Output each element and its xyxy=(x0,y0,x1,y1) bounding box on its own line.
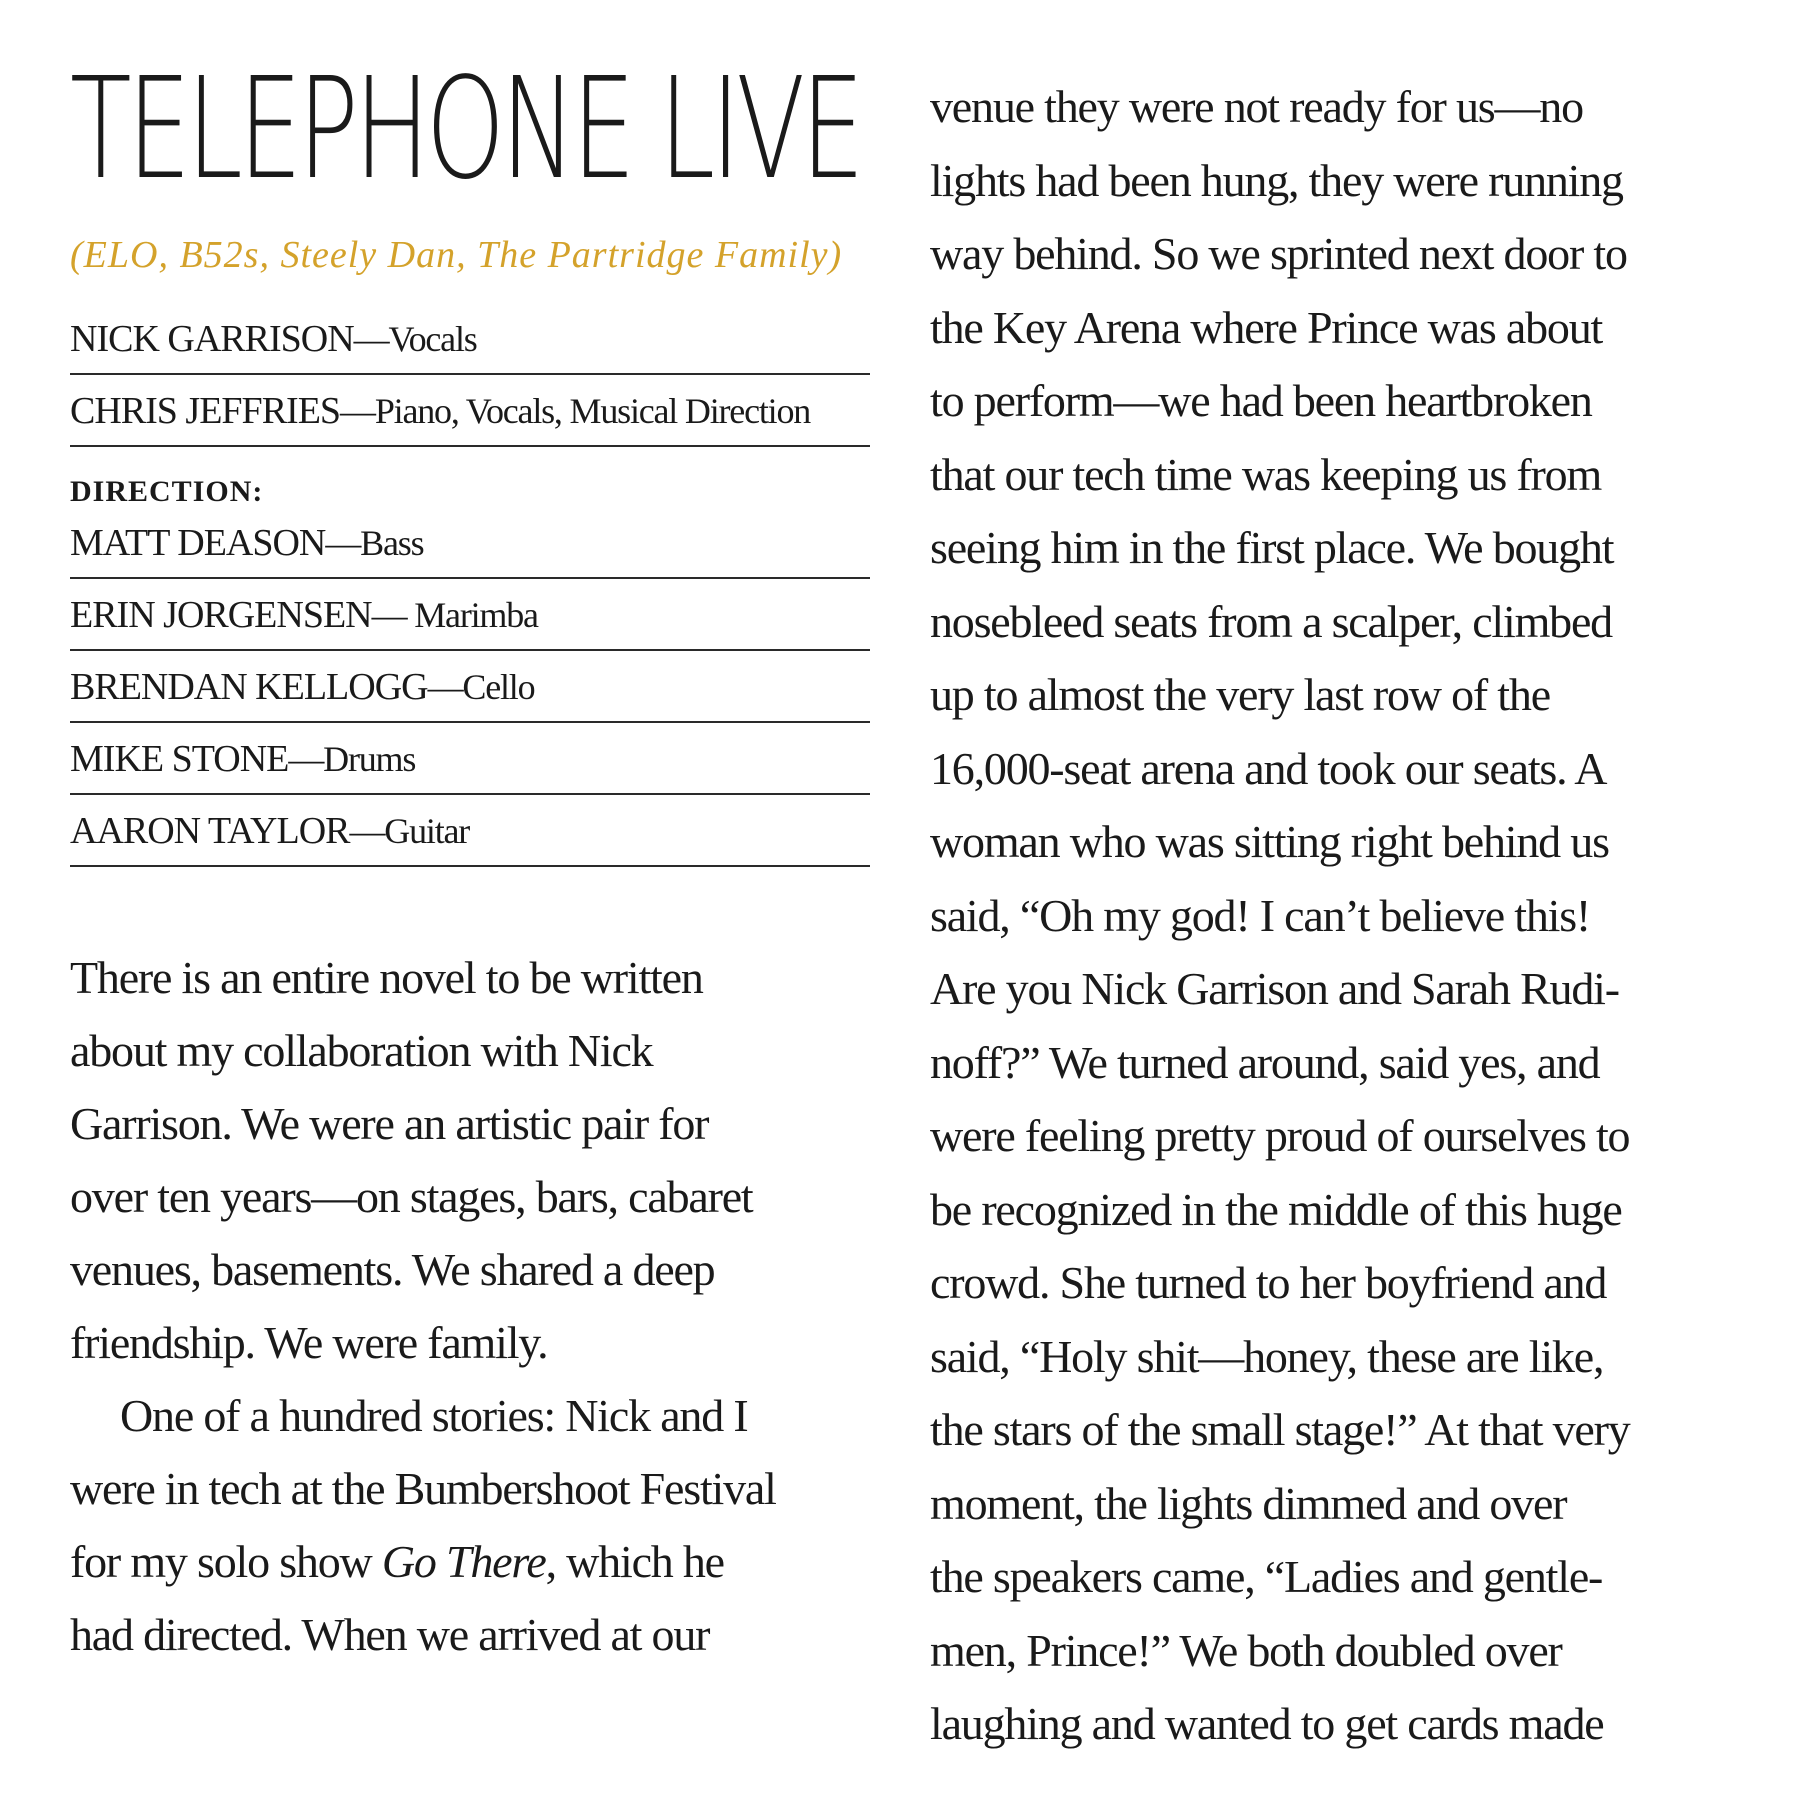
text-line: crowd. She turned to her boyfriend and xyxy=(930,1257,1607,1308)
paragraph xyxy=(70,1379,870,1671)
text-line: the Key Arena where Prince was about xyxy=(930,301,1603,353)
left-column xyxy=(70,48,870,1671)
paragraph xyxy=(70,941,870,1379)
credit-row xyxy=(70,795,870,867)
credit-name: MATT DEASON xyxy=(70,522,326,564)
credit-role: —Vocals xyxy=(353,319,477,359)
credit-role: —Cello xyxy=(427,667,535,707)
show-title: Go There xyxy=(381,1536,546,1587)
text-line: had directed. When we arrived at our xyxy=(70,1609,710,1660)
text-line: way behind. So we sprinted next door to xyxy=(930,228,1627,279)
text-line: the speakers came, “Ladies and gentle- xyxy=(930,1551,1603,1602)
text-line xyxy=(70,1525,870,1598)
text-line: up to almost the very last row of the xyxy=(930,669,1550,720)
text-line: said, “Oh my god! I can’t believe this! xyxy=(930,889,1591,941)
subtitle: (ELO, B52s, Steely Dan, The Partridge Family) xyxy=(70,234,843,276)
text-line: lights had been hung, they were running xyxy=(930,154,1623,206)
credit-row xyxy=(70,723,870,795)
text-line: venue they were not ready for us—no xyxy=(930,81,1583,132)
text-line: over ten years—on stages, bars, cabaret xyxy=(70,1171,753,1222)
text-line: 16,000-seat arena and took our seats. A xyxy=(930,742,1607,794)
page-title: TELEPHONE LIVE xyxy=(70,48,861,211)
body-text-left xyxy=(70,941,870,1671)
text-line: that our tech time was keeping us from xyxy=(930,448,1602,500)
credit-row xyxy=(70,651,870,723)
text-line: were in tech at the Bumbershoot Festival xyxy=(70,1463,776,1514)
text-line: friendship. We were family. xyxy=(70,1317,548,1368)
text-line: be recognized in the middle of this huge xyxy=(930,1183,1622,1235)
text-line: were feeling pretty proud of ourselves to xyxy=(930,1110,1630,1161)
body-text-right xyxy=(930,70,1750,1761)
credit-row xyxy=(70,579,870,651)
credit-role: —Piano, Vocals, Musical Direction xyxy=(340,391,811,431)
text-fragment: , which he xyxy=(545,1536,724,1587)
section-label-direction: DIRECTION: xyxy=(70,475,264,508)
credit-row xyxy=(70,303,870,375)
text-fragment: for my solo show xyxy=(70,1536,382,1587)
text-line: the stars of the small stage!” At that very xyxy=(930,1404,1630,1455)
text-line: said, “Holy shit—honey, these are like, xyxy=(930,1330,1604,1382)
credit-name: NICK GARRISON xyxy=(70,318,354,360)
credit-row xyxy=(70,515,870,579)
right-column xyxy=(930,70,1750,1761)
credit-role: —Guitar xyxy=(349,811,470,851)
credit-role: — Marimba xyxy=(371,595,538,635)
text-line: to perform—we had been heartbroken xyxy=(930,375,1592,426)
text-line: laughing and wanted to get cards made xyxy=(930,1698,1604,1749)
text-line: men, Prince!” We both doubled over xyxy=(930,1624,1562,1676)
credit-row xyxy=(70,375,870,447)
credit-name: MIKE STONE xyxy=(70,738,289,780)
text-line: There is an entire novel to be written xyxy=(70,952,703,1003)
credit-name: CHRIS JEFFRIES xyxy=(70,390,341,432)
text-line: woman who was sitting right behind us xyxy=(930,816,1609,867)
text-line: nosebleed seats from a scalper, climbed xyxy=(930,595,1612,647)
text-line: noff?” We turned around, said yes, and xyxy=(930,1036,1600,1088)
text-line: venues, basements. We shared a deep xyxy=(70,1244,715,1295)
credit-name: BRENDAN KELLOGG xyxy=(70,666,428,708)
text-line: Are you Nick Garrison and Sarah Rudi- xyxy=(930,963,1619,1014)
text-line: moment, the lights dimmed and over xyxy=(930,1477,1567,1529)
credits-list xyxy=(70,303,870,867)
paragraph xyxy=(930,70,1750,1761)
text-line: about my collaboration with Nick xyxy=(70,1025,653,1076)
credit-role: —Bass xyxy=(325,523,424,563)
text-line: One of a hundred stories: Nick and I xyxy=(120,1390,748,1441)
text-line: Garrison. We were an artistic pair for xyxy=(70,1098,709,1149)
credit-name: ERIN JORGENSEN xyxy=(70,594,372,636)
text-line: seeing him in the first place. We bought xyxy=(930,522,1614,573)
credit-name: AARON TAYLOR xyxy=(70,810,350,852)
credit-role: —Drums xyxy=(288,739,416,779)
